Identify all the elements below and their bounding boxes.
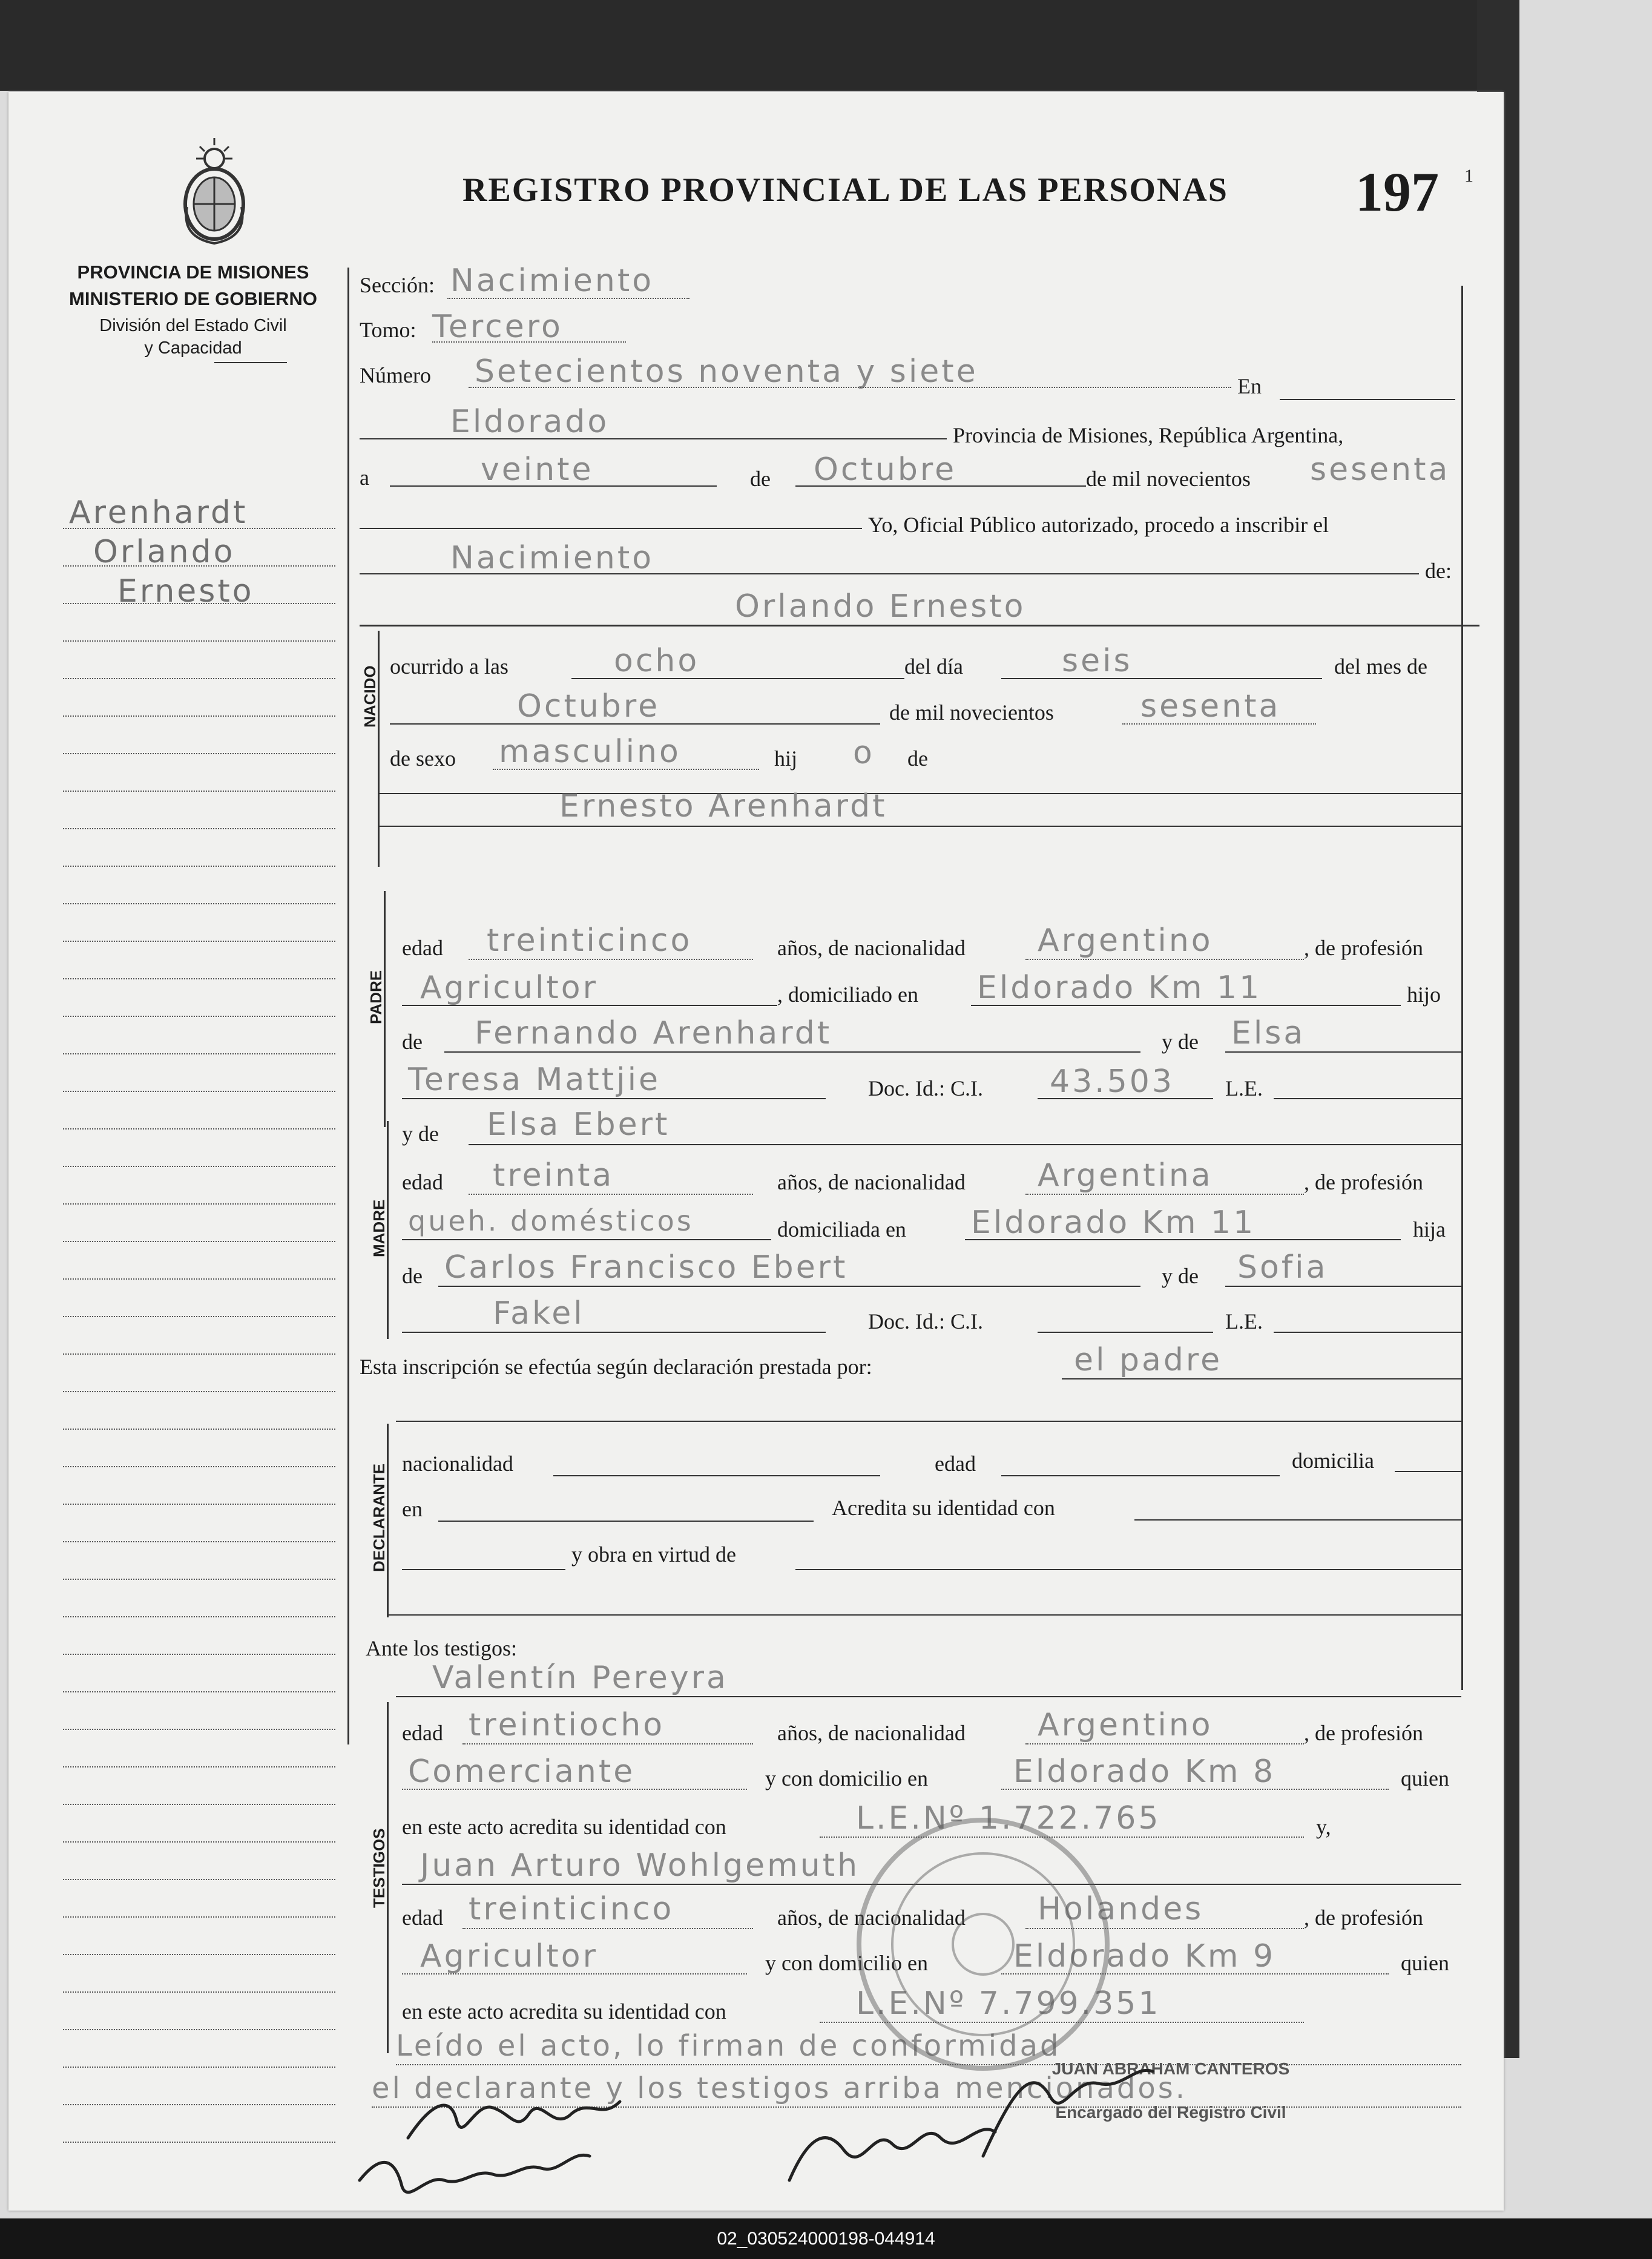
testigo1-nombre-line [396,1696,1461,1697]
anio-insc-value: sesenta [1310,452,1450,488]
margin-rule [63,1203,335,1205]
t1-nac-line [1025,1743,1304,1744]
nacido-end-line [378,793,1461,794]
margin-rule [63,1016,335,1017]
nacido-side-label: NACIDO [361,665,379,728]
padre-edad-label: edad [402,936,443,960]
t2-edad-line [462,1928,753,1929]
margin-rule [63,1691,335,1692]
mes-insc-value: Octubre [814,452,957,488]
padre-side-label: PADRE [367,970,385,1024]
tomo-label: Tomo: [360,318,416,342]
book-binding-top [0,0,1513,91]
stamp-line-1: JUAN ABRAHAM CANTEROS [1051,2059,1290,2078]
numero-value: Setecientos noventa y siete [475,353,978,390]
dec-nac-line [553,1475,880,1476]
office-line-3: División del Estado Civil [99,316,287,335]
coat-of-arms-icon [163,134,266,249]
padre-yde-label: y de [1162,1030,1199,1054]
margin-rule [63,1541,335,1542]
de-label: de [750,467,771,491]
margin-rule [63,1053,335,1054]
nacionalidad-label: nacionalidad [402,1452,513,1476]
madre-madre-line [1225,1286,1461,1287]
testigo1-nacionalidad: Argentino [1038,1707,1213,1743]
cierre-line-2: el declarante y los testigos arriba mencionados. [372,2071,1187,2105]
domiciliado-label: , domiciliado en [777,982,918,1007]
ocurrido-label: ocurrido a las [390,654,508,679]
seccion-line [447,298,689,299]
madre-doc-label: Doc. Id.: C.I. [868,1309,983,1333]
madre-nacionalidad: Argentina [1038,1157,1213,1194]
lugar-value: Eldorado [450,404,610,440]
madre-nombre-line [469,1144,1461,1145]
margin-rule [63,2067,335,2068]
stamp-line-2: Encargado del Registro Civil [1055,2103,1286,2122]
signatures [347,2029,1377,2211]
padre-edad-line [469,959,753,960]
seccion-label: Sección: [360,273,435,297]
madre-anos-label: años, de nacionalidad [777,1170,966,1194]
t1-domicilio-label: y con domicilio en [765,1766,928,1790]
dec-edad-label: edad [935,1452,976,1476]
yo-line [360,528,862,529]
a-label: a [360,465,369,490]
inscripcion-label: Esta inscripción se efectúa según declaración prestada por: [360,1355,872,1379]
ante-label: Ante los testigos: [366,1636,517,1660]
hij-label: hij [774,746,798,771]
padre-le-label: L.E. [1225,1076,1263,1100]
madre-domicilio-line [965,1239,1401,1240]
hija-label: hija [1413,1217,1446,1241]
margin-rule [63,1804,335,1805]
padre-nac-line [1025,959,1304,960]
margin-rule [63,1278,335,1280]
testigo1-edad: treintiocho [469,1707,665,1743]
margin-name-2: Ernesto [117,573,254,610]
margin-rule [63,978,335,979]
madre-profesion-line [402,1239,771,1240]
office-heading [60,261,326,363]
testigo2-domicilio: Eldorado Km 9 [1013,1938,1276,1975]
tomo-line [432,341,626,343]
cierre-line-1: Leído el acto, lo firman de conformidad [396,2029,1061,2063]
de-colon-label: de: [1425,559,1452,583]
padre-ci-line [1038,1098,1213,1099]
margin-rule [63,1654,335,1655]
de2-label: de [907,746,928,771]
margin-rule [63,791,335,792]
margin-rule [63,903,335,904]
madre-padre-line [438,1286,1140,1287]
declarante-line [1062,1378,1461,1379]
tipo-line [360,573,1419,574]
register-page [8,92,1504,2211]
padre-profesion-line [402,1005,777,1006]
dec-obra-line-b [795,1569,1461,1570]
mes-insc-line [795,485,1086,487]
tomo-value: Tercero [432,309,563,345]
margin-rule [63,1579,335,1580]
padre-nacionalidad: Argentino [1038,922,1213,959]
margin-rule [63,828,335,829]
signature-witness-2 [789,2129,995,2180]
margin-rule [63,640,335,642]
t2-domicilio-label: y con domicilio en [765,1951,928,1975]
t1-domicilio-line [1001,1789,1389,1790]
frame-left-line [347,268,349,1744]
t2-anos-label: años, de nacionalidad [777,1906,966,1930]
dia-value: seis [1062,643,1133,679]
margin-rule [63,2142,335,2143]
testigo2-profesion: Agricultor [420,1938,598,1975]
margin-rule [63,1916,335,1918]
madre-ci-line [1038,1332,1213,1333]
padre-le-line [1274,1098,1461,1099]
t2-quien-label: quien [1401,1951,1449,1975]
t2-profesion-label: , de profesión [1304,1906,1423,1930]
padre-madre-line [1225,1051,1461,1053]
declarante-side-label: DECLARANTE [370,1463,388,1572]
domicilia-label: domicilia [1292,1448,1374,1473]
office-line-4: y Capacidad [144,338,242,358]
t1-profesion-label: , de profesión [1304,1721,1423,1745]
testigo2-nombre: Juan Arturo Wohlgemuth [420,1847,860,1884]
madre-le-line [1274,1332,1461,1333]
seccion-value: Nacimiento [450,263,654,299]
madre-edad-line [469,1194,753,1195]
act-number: 197 [1355,161,1439,223]
declarante-blank-line [396,1421,1461,1422]
testigo2-documento: L.E.Nº 7.799.351 [856,1985,1161,2022]
margin-rule [63,2029,335,2030]
padre-edad: treinticinco [487,922,693,959]
padre-domicilio: Eldorado Km 11 [977,970,1262,1006]
t2-acredita-label: en este acto acredita su identidad con [402,1999,726,2024]
padre-nombre-line [378,826,1461,827]
office-line-1: PROVINCIA DE MISIONES [77,261,309,283]
margin-rule [63,1616,335,1617]
mes-value: Octubre [517,688,660,725]
de-mil2-label: de mil novecientos [889,700,1054,725]
numero-label: Número [360,363,431,387]
numero-line [469,387,1231,388]
t1-quien-label: quien [1401,1766,1449,1790]
frame-right-line [1461,286,1463,1690]
padre-nombre: Ernesto Arenhardt [559,788,887,824]
madre-madre2-line [402,1332,826,1333]
margin-rule [63,941,335,942]
padre-padre-line [444,1051,1140,1053]
testigo2-nacionalidad: Holandes [1038,1891,1204,1927]
margin-rule [63,1316,335,1317]
nombre-value: Orlando Ernesto [735,588,1026,625]
madre-edad: treinta [493,1157,614,1194]
padre-ci: 43.503 [1050,1064,1174,1100]
dia-insc-value: veinte [481,452,594,488]
testigos-side-label: TESTIGOS [370,1828,388,1908]
margin-rule [63,2104,335,2105]
margin-rule [63,1241,335,1242]
margin-rule [63,1841,335,1843]
yo-label: Yo, Oficial Público autorizado, procedo a inscribir el [868,513,1329,537]
padre-profesion-label: , de profesión [1304,936,1423,960]
margin-rule [63,1466,335,1467]
dec-en-line [438,1521,814,1522]
margin-rule [63,753,335,754]
madre-nac-line [1025,1194,1304,1195]
t2-profesion-line [402,1973,747,1975]
dec-dom-line [1395,1471,1461,1472]
domiciliada-label: domiciliada en [777,1217,906,1241]
padre-doc-label: Doc. Id.: C.I. [868,1076,983,1100]
testigo1-domicilio: Eldorado Km 8 [1013,1754,1276,1790]
margin-rule [63,1766,335,1767]
madre-side-label: MADRE [370,1199,388,1257]
page-title: REGISTRO PROVINCIAL DE LAS PERSONAS [462,171,1228,209]
t1-profesion-line [402,1789,747,1790]
margin-rule [63,1128,335,1130]
t1-edad-line [462,1743,753,1744]
margin-rule [63,1353,335,1355]
padre-padre: Fernando Arenhardt [475,1015,832,1051]
t1-edad-label: edad [402,1721,443,1745]
office-underline [214,362,287,363]
madre-yde-label: y de [402,1122,439,1146]
padre-domicilio-line [971,1005,1401,1006]
padre-de-label: de [402,1030,423,1054]
declarante-end-line [387,1614,1461,1616]
del-mes-label: del mes de [1334,654,1427,679]
obra-label: y obra en virtud de [571,1542,736,1567]
margin-rule [63,866,335,867]
margin-name-1: Orlando [93,534,235,570]
margin-rule [63,1991,335,1993]
dia-insc-line [390,485,717,487]
t1-acredita-label: en este acto acredita su identidad con [402,1815,726,1839]
margin-surname: Arenhardt [69,495,248,531]
margin-rule [63,1429,335,1430]
margin-rule [63,1391,335,1392]
sexo-line [493,769,759,770]
dec-obra-line-a [402,1569,565,1570]
office-line-2: MINISTERIO DE GOBIERNO [69,288,317,309]
dec-en-label: en [402,1497,423,1521]
margin-rule [63,715,335,717]
madre-padre: Carlos Francisco Ebert [444,1249,848,1286]
padre-madre-2: Teresa Mattjie [408,1062,661,1098]
padre-madre-1: Elsa [1231,1015,1306,1051]
padre-madre2-line [402,1098,826,1099]
dec-acredita-line [1134,1519,1461,1521]
corner-mark: 1 [1464,166,1473,186]
madre-madre-1: Sofia [1237,1249,1328,1286]
padre-anos-label: años, de nacionalidad [777,936,966,960]
en-label: En [1237,374,1262,398]
anio-line [1122,723,1316,725]
signature-witness-1 [360,2155,590,2192]
madre-le-label: L.E. [1225,1309,1263,1333]
madre-domicilio: Eldorado Km 11 [971,1205,1256,1241]
hij-suffix: o [853,735,875,771]
provincia-label: Provincia de Misiones, República Argentina, [953,423,1344,447]
sexo-value: masculino [499,734,681,770]
margin-rule [63,678,335,679]
declarante-value: el padre [1074,1342,1223,1378]
madre-de-label: de [402,1264,423,1288]
acredita-label: Acredita su identidad con [832,1496,1055,1520]
margin-rule [63,1091,335,1092]
testigo1-nombre: Valentín Pereyra [432,1660,728,1696]
signature-official [983,2070,1153,2156]
testigo2-edad: treinticinco [469,1891,674,1927]
madre-edad-label: edad [402,1170,443,1194]
margin-rule [63,1954,335,1955]
hijo-label: hijo [1407,982,1441,1007]
sexo-label: de sexo [390,746,456,771]
hora-value: ocho [614,643,700,679]
margin-rule [63,1504,335,1505]
footer-code: 02_030524000198-044914 [0,2218,1652,2259]
en-line [1280,399,1455,400]
nombre-line [360,625,1479,626]
padre-profesion: Agricultor [420,970,598,1006]
anio-value: sesenta [1140,688,1281,725]
margin-rule [63,1166,335,1167]
testigo1-profesion: Comerciante [408,1754,636,1790]
madre-yde2-label: y de [1162,1264,1199,1288]
lugar-line [360,438,947,439]
madre-madre-2: Fakel [493,1295,585,1332]
signature-father [408,2102,620,2138]
del-dia-label: del día [904,654,963,679]
mes-line [390,723,880,725]
t1-anos-label: años, de nacionalidad [777,1721,966,1745]
margin-rule [63,1879,335,1880]
madre-profesion-label: , de profesión [1304,1170,1423,1194]
de-mil-label: de mil novecientos [1086,467,1251,491]
t1-y-label: y, [1316,1815,1331,1839]
t2-edad-label: edad [402,1906,443,1930]
margin-rule [63,1729,335,1730]
testigo1-documento: L.E.Nº 1.722.765 [856,1800,1161,1836]
hora-line [571,678,904,679]
madre-nombre: Elsa Ebert [487,1106,670,1143]
dec-edad-line [1001,1475,1280,1476]
madre-profesion: queh. domésticos [408,1205,694,1237]
tipo-value: Nacimiento [450,540,654,576]
dia-line [1001,678,1322,679]
